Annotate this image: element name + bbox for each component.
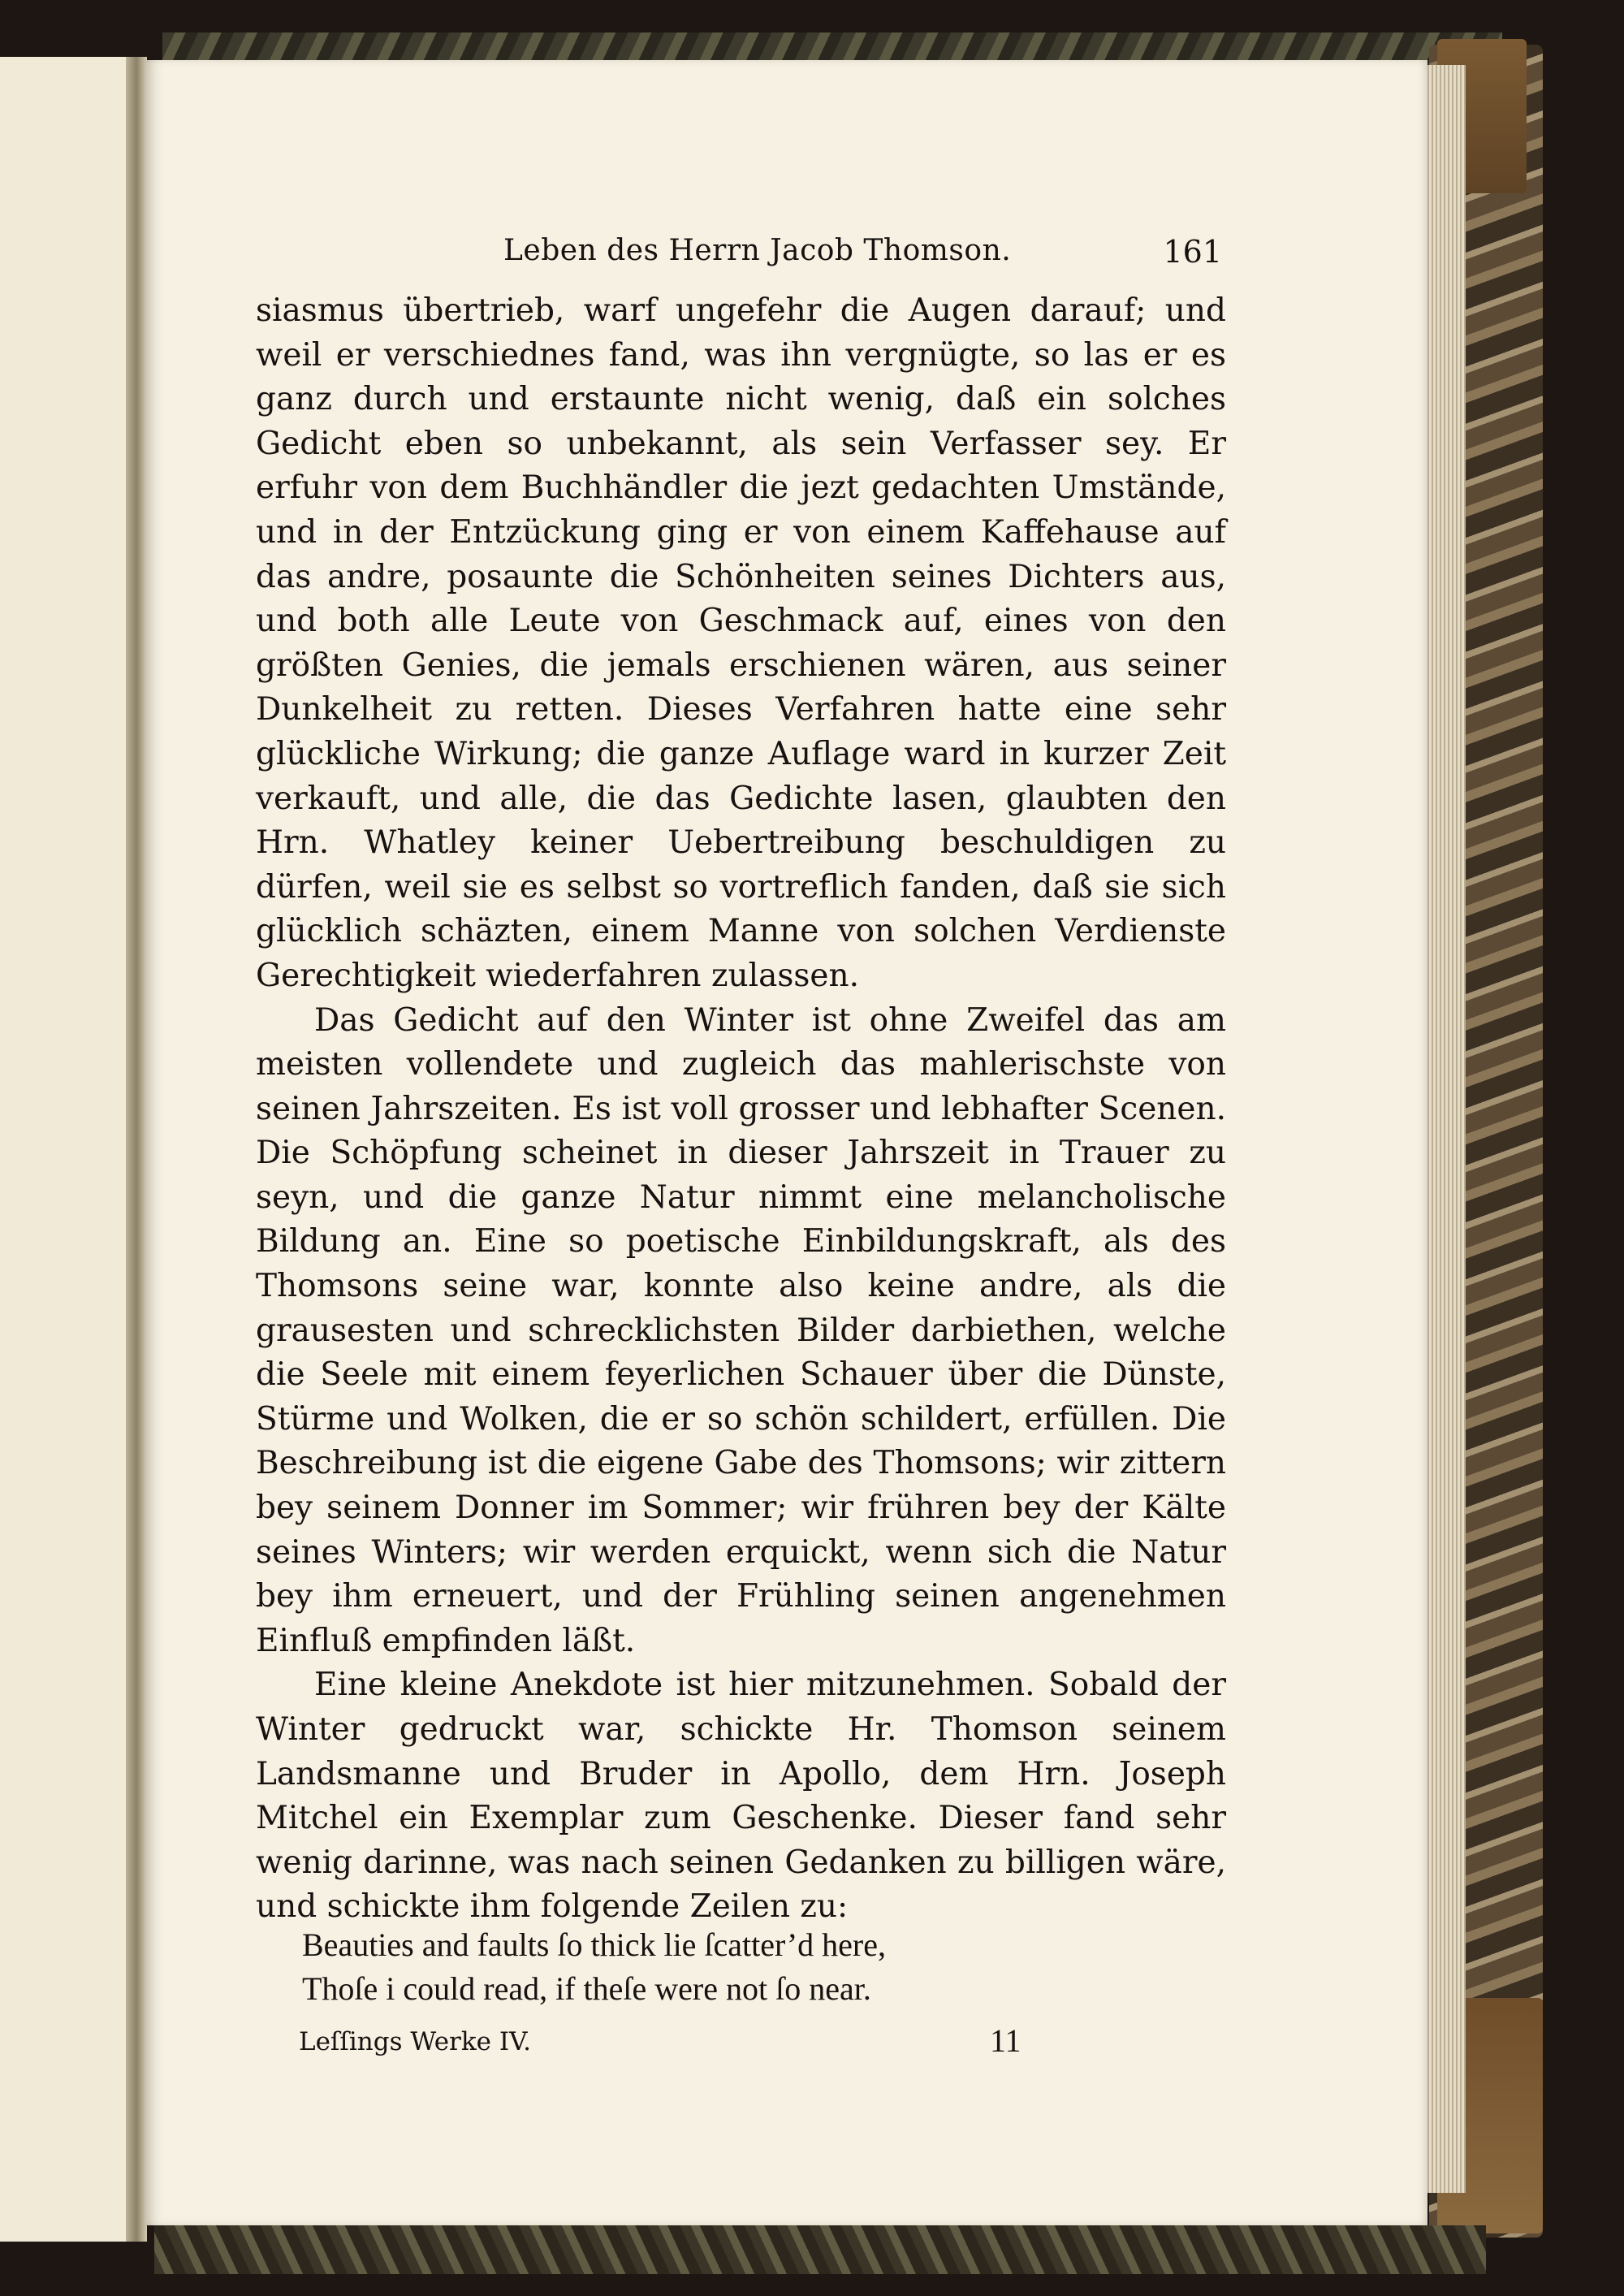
verse-line-1: Beauties and faults ſo thick lie ſcatter’d here, [302, 1926, 886, 1963]
running-title: Leben des Herrn Jacob Thomson. [503, 234, 1012, 267]
paragraph-1: siasmus übertrieb, warf ungefehr die Augen darauf; und weil er verschiednes fand, was ihn vergnügte, so las er es ganz durch und erstaunte nicht wenig, daß ein solches Gedicht eben so unbekannt, als sein Verfasser sey. Er erfuhr von dem Buchhändler die jezt gedachten Umstände, und in der Entzückung ging er von einem Kaffehause auf das andre, posaunte die Schönheiten seines Dichters aus, und both alle Leute von Geschmack auf, eines von den größten Genies, die jemals erschienen wären, aus seiner Dunkelheit zu retten. Dieses Verfahren hatte eine sehr glückliche Wirkung; die ganze Auflage ward in kurzer Zeit verkauft, und alle, die das Gedichte lasen, glaubten den Hrn. Whatley keiner Uebertreibung beschuldigen zu dürfen, weil sie es selbst so vortreflich fanden, daß sie sich glücklich schäzten, einem Manne von solchen Verdienste Gerechtigkeit wiederfahren zulassen. [256, 292, 1226, 994]
page-footer [299, 2017, 1030, 2066]
left-page [0, 57, 134, 2242]
paragraph-3: Eine kleine Anekdote ist hier mitzunehmen. Sobald der Winter gedruckt war, schickte Hr. Thomson seinem Landsmanne und Bruder in Apollo, dem Hrn. Joseph Mitchel ein Exemplar zum Geschenke. Dieser fand sehr wenig darinne, was nach seinen Gedanken zu billigen wäre, und schickte ihm folgende Zeilen zu: [256, 1667, 1226, 1926]
page-number: 161 [1163, 234, 1222, 270]
signature-mark: Leſſings Werke IV. [299, 2027, 531, 2056]
sheet-number: 11 [990, 2022, 1021, 2059]
quoted-verse [302, 1923, 1195, 2011]
verse-line-2: Thoſe i could read, if theſe were not ſo near. [302, 1970, 871, 2007]
running-header [503, 226, 1222, 276]
book-edge-bottom [154, 2225, 1486, 2274]
paragraph-2: Das Gedicht auf den Winter ist ohne Zweifel das am meisten vollendete und zugleich das mahlerischste von seinen Jahrszeiten. Es ist voll grosser und lebhafter Scenen. Die Schöpfung scheinet in dieser Jahrszeit in Trauer zu seyn, und die ganze Natur nimmt eine melancholische Bildung an. Eine so poetische Einbildungskraft, als des Thomsons seine war, konnte also keine andre, als die grausesten und schrecklichsten Bilder darbiethen, welche die Seele mit einem feyerlichen Schauer über die Dünste, Stürme und Wolken, die er so schön schildert, erfüllen. Die Beschreibung ist die eigene Gabe des Thomsons; wir zittern bey seinem Donner im Sommer; wir frühren bey der Kälte seines Winters; wir werden erquickt, wenn sich die Natur bey ihm erneuert, und der Frühling seinen angenehmen Einfluß empfinden läßt. [256, 1001, 1226, 1659]
body-text [256, 289, 1226, 1930]
